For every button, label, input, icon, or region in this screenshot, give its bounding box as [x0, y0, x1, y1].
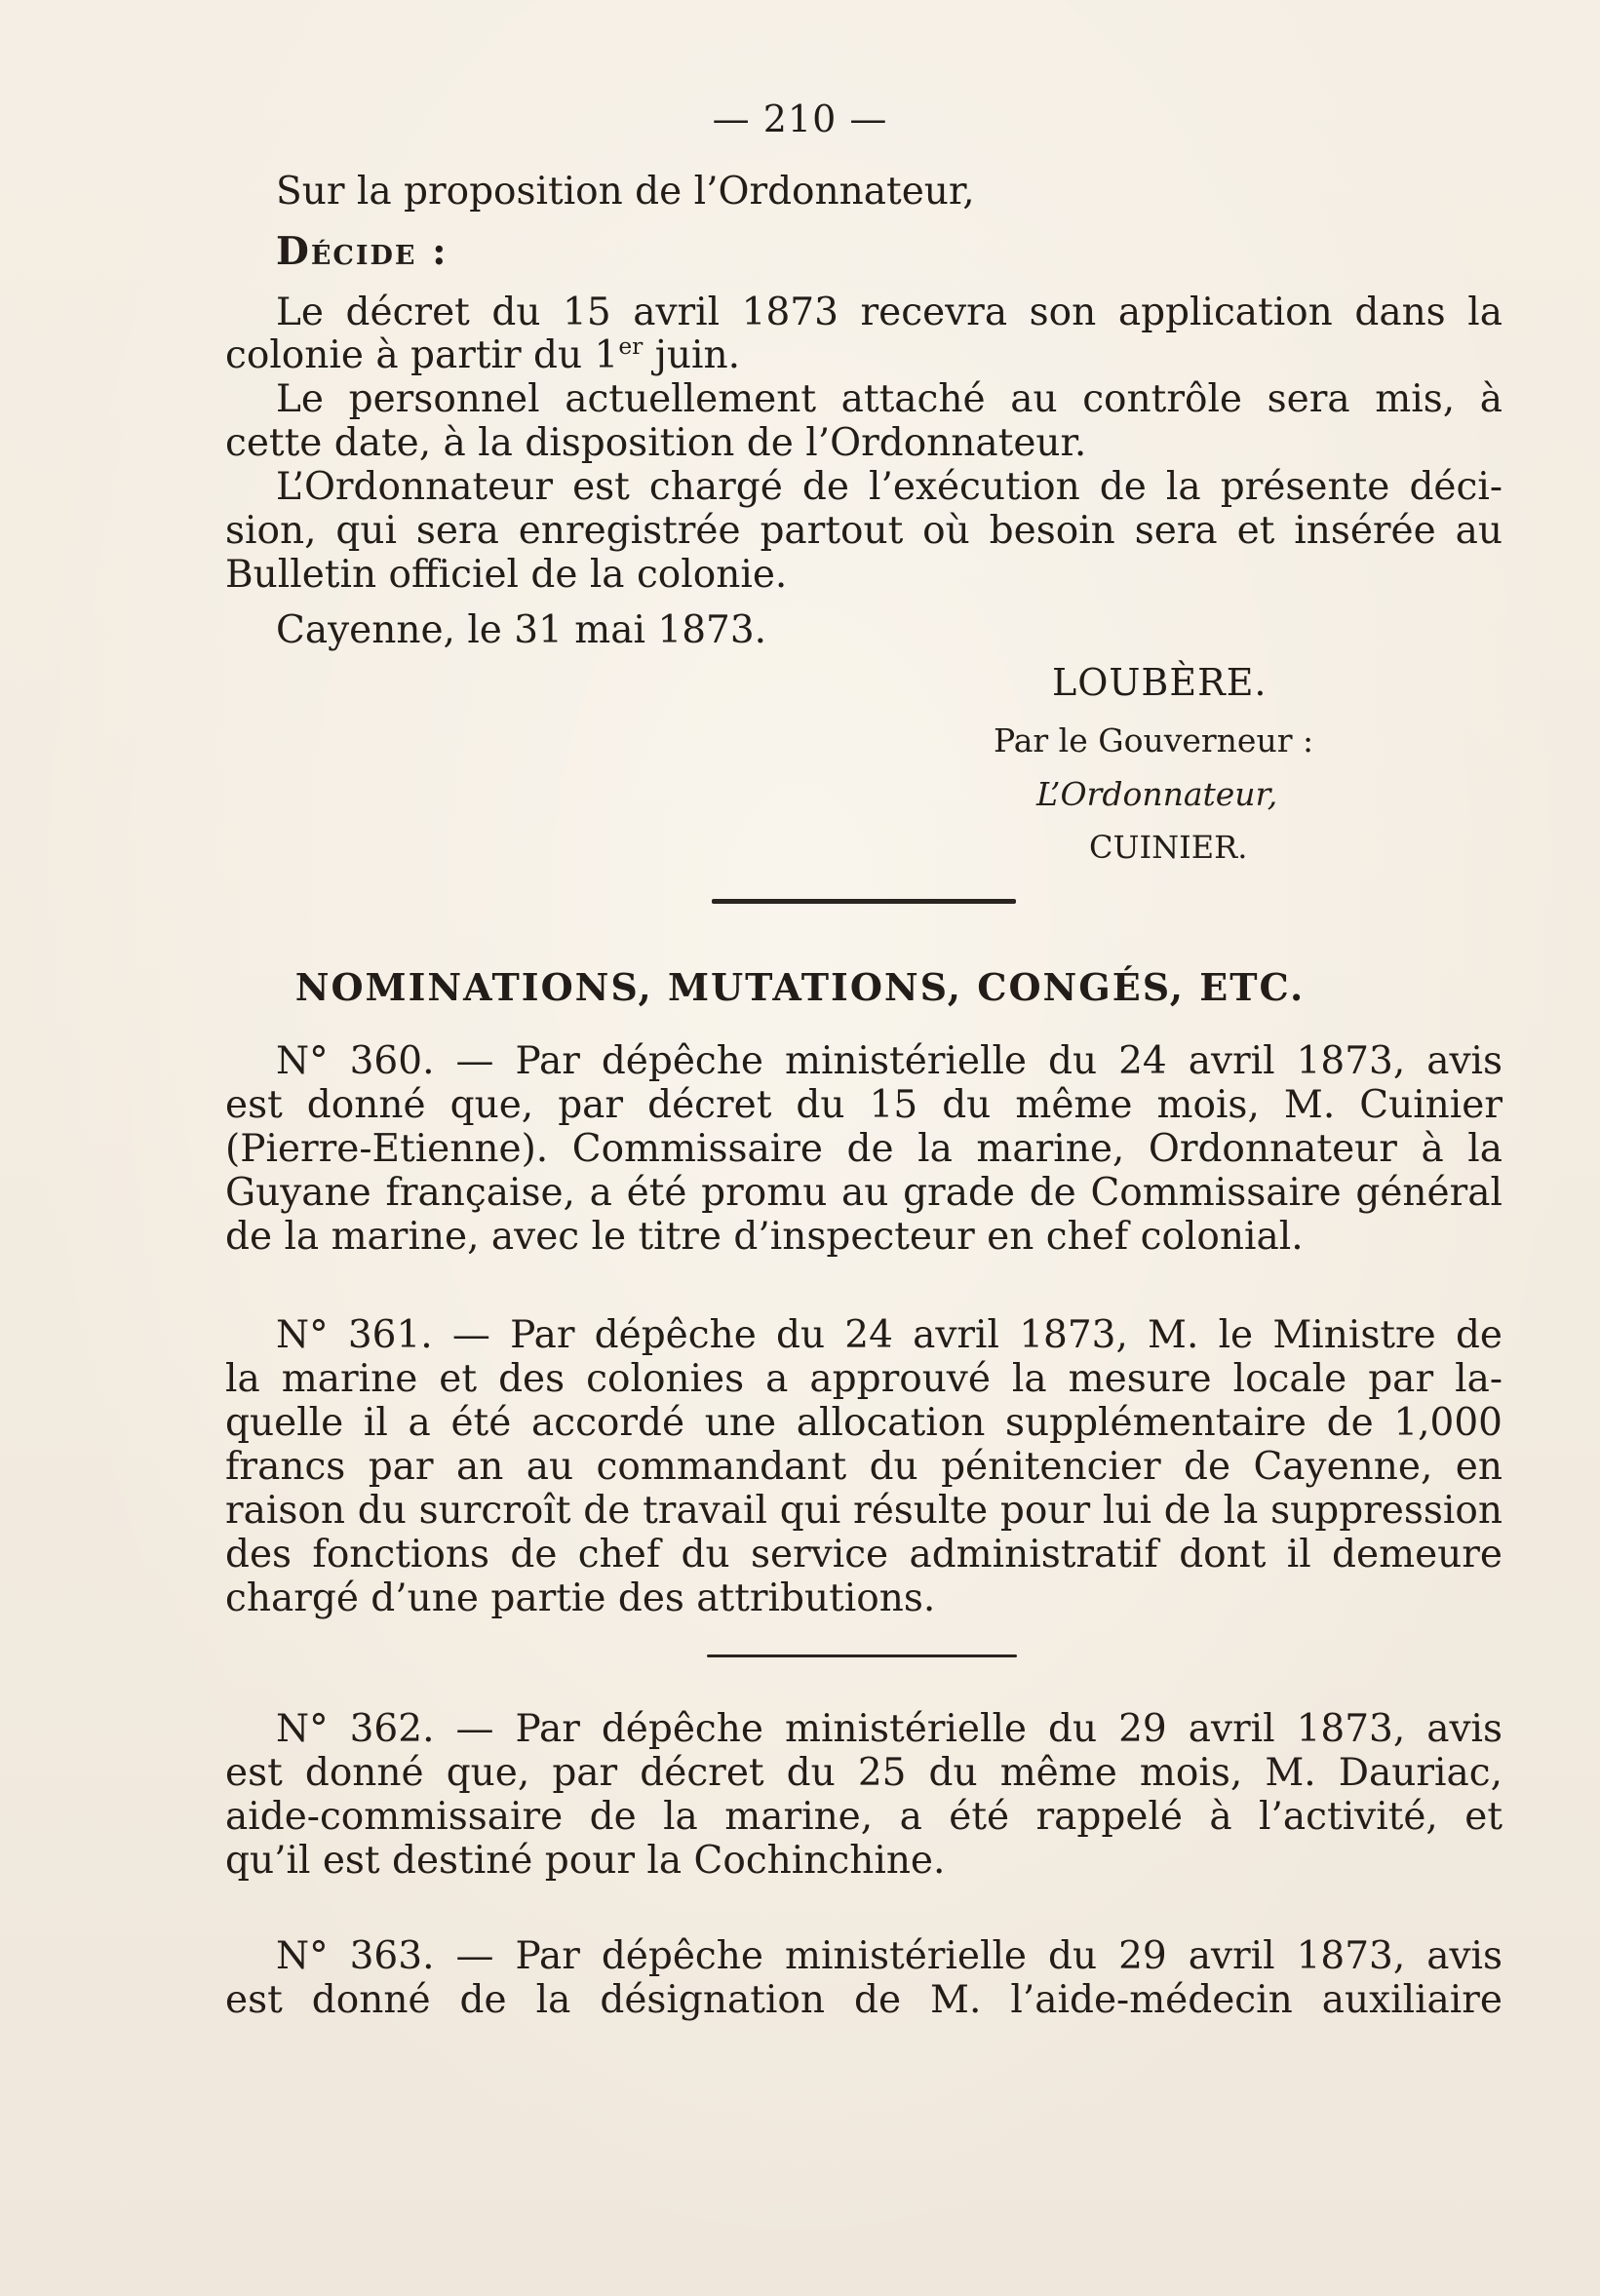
- entry-361: [225, 1314, 1502, 1626]
- entry-361-line-1: N° 361. — Par dépêche du 24 avril 1873, M. le Ministre de: [276, 1313, 1502, 1357]
- entry-362-line-1: N° 362. — Par dépêche ministérielle du 29 avril 1873, avis: [276, 1707, 1502, 1751]
- entry-361-line-5: raison du surcroît de travail qui résulte pour lui de la suppression: [225, 1489, 1502, 1533]
- entry-divider: [707, 1654, 1017, 1657]
- par-le-gouverneur: Par le Gouverneur :: [994, 721, 1314, 759]
- para3-line3: Bulletin officiel de la colonie.: [225, 553, 788, 597]
- entry-360-line-3: (Pierre-Etienne). Commissaire de la marine, Ordonnateur à la: [225, 1127, 1502, 1171]
- para1-line2-sup: er: [618, 332, 644, 360]
- entry-361-line-3: quelle il a été accordé une allocation supplémentaire de 1,000: [225, 1401, 1502, 1445]
- entry-362: [225, 1708, 1502, 1888]
- ordonnateur-title: L’Ordonnateur,: [1036, 775, 1278, 813]
- section-divider: [712, 899, 1016, 904]
- entry-360-line-1: N° 360. — Par dépêche ministérielle du 24 avril 1873, avis: [276, 1039, 1502, 1083]
- governor-signature: LOUBÈRE.: [1052, 661, 1268, 704]
- entry-360-line-5: de la marine, avec le titre d’inspecteur en chef colonial.: [225, 1215, 1304, 1259]
- decision-intro: Sur la proposition de l’Ordonnateur,: [276, 170, 975, 214]
- entry-360-line-2: est donné que, par décret du 15 du même mois, M. Cuinier: [225, 1083, 1502, 1127]
- para3-line1: L’Ordonnateur est chargé de l’exécution de la présente déci-: [276, 465, 1502, 509]
- entry-363: [225, 1935, 1502, 2028]
- entry-363-line-2: est donné de la désignation de M. l’aide-médecin auxiliaire: [225, 1978, 1502, 2022]
- section-heading: NOMINATIONS, MUTATIONS, CONGÉS, ETC.: [294, 965, 1306, 1009]
- decision-block: [225, 171, 1502, 678]
- decide-label: Décide :: [276, 229, 449, 274]
- para2-line1: Le personnel actuellement attaché au contrôle sera mis, à: [276, 377, 1502, 421]
- entry-361-line-4: francs par an au commandant du pénitencier de Cayenne, en: [225, 1445, 1502, 1489]
- entry-361-line-7: chargé d’une partie des attributions.: [225, 1576, 936, 1620]
- entry-362-line-2: est donné que, par décret du 25 du même mois, M. Dauriac,: [225, 1751, 1502, 1795]
- entry-361-line-6: des fonctions de chef du service administratif dont il demeure: [225, 1533, 1502, 1576]
- para1-line2: [225, 334, 1502, 377]
- para1-line1: Le décret du 15 avril 1873 recevra son application dans la: [276, 291, 1502, 334]
- entry-362-line-4: qu’il est destiné pour la Cochinchine.: [225, 1839, 946, 1883]
- entry-361-line-2: la marine et des colonies a approuvé la mesure locale par la-: [225, 1357, 1502, 1401]
- para1-line2-text: colonie à partir du 1: [225, 333, 619, 377]
- entry-360: [225, 1040, 1502, 1265]
- entry-363-line-1: N° 363. — Par dépêche ministérielle du 29 avril 1873, avis: [276, 1934, 1502, 1978]
- page-number: — 210 —: [712, 97, 888, 140]
- cuinier-signature: CUINIER.: [1089, 829, 1248, 866]
- para1-line2-end: juin.: [643, 333, 740, 377]
- entry-362-line-3: aide-commissaire de la marine, a été rappelé à l’activité, et: [225, 1795, 1502, 1839]
- para3-line2: sion, qui sera enregistrée partout où besoin sera et insérée au: [225, 509, 1502, 553]
- entry-360-line-4: Guyane française, a été promu au grade de Commissaire général: [225, 1171, 1502, 1215]
- para2-line2: cette date, à la disposition de l’Ordonnateur.: [225, 421, 1087, 465]
- place-date: Cayenne, le 31 mai 1873.: [276, 608, 767, 652]
